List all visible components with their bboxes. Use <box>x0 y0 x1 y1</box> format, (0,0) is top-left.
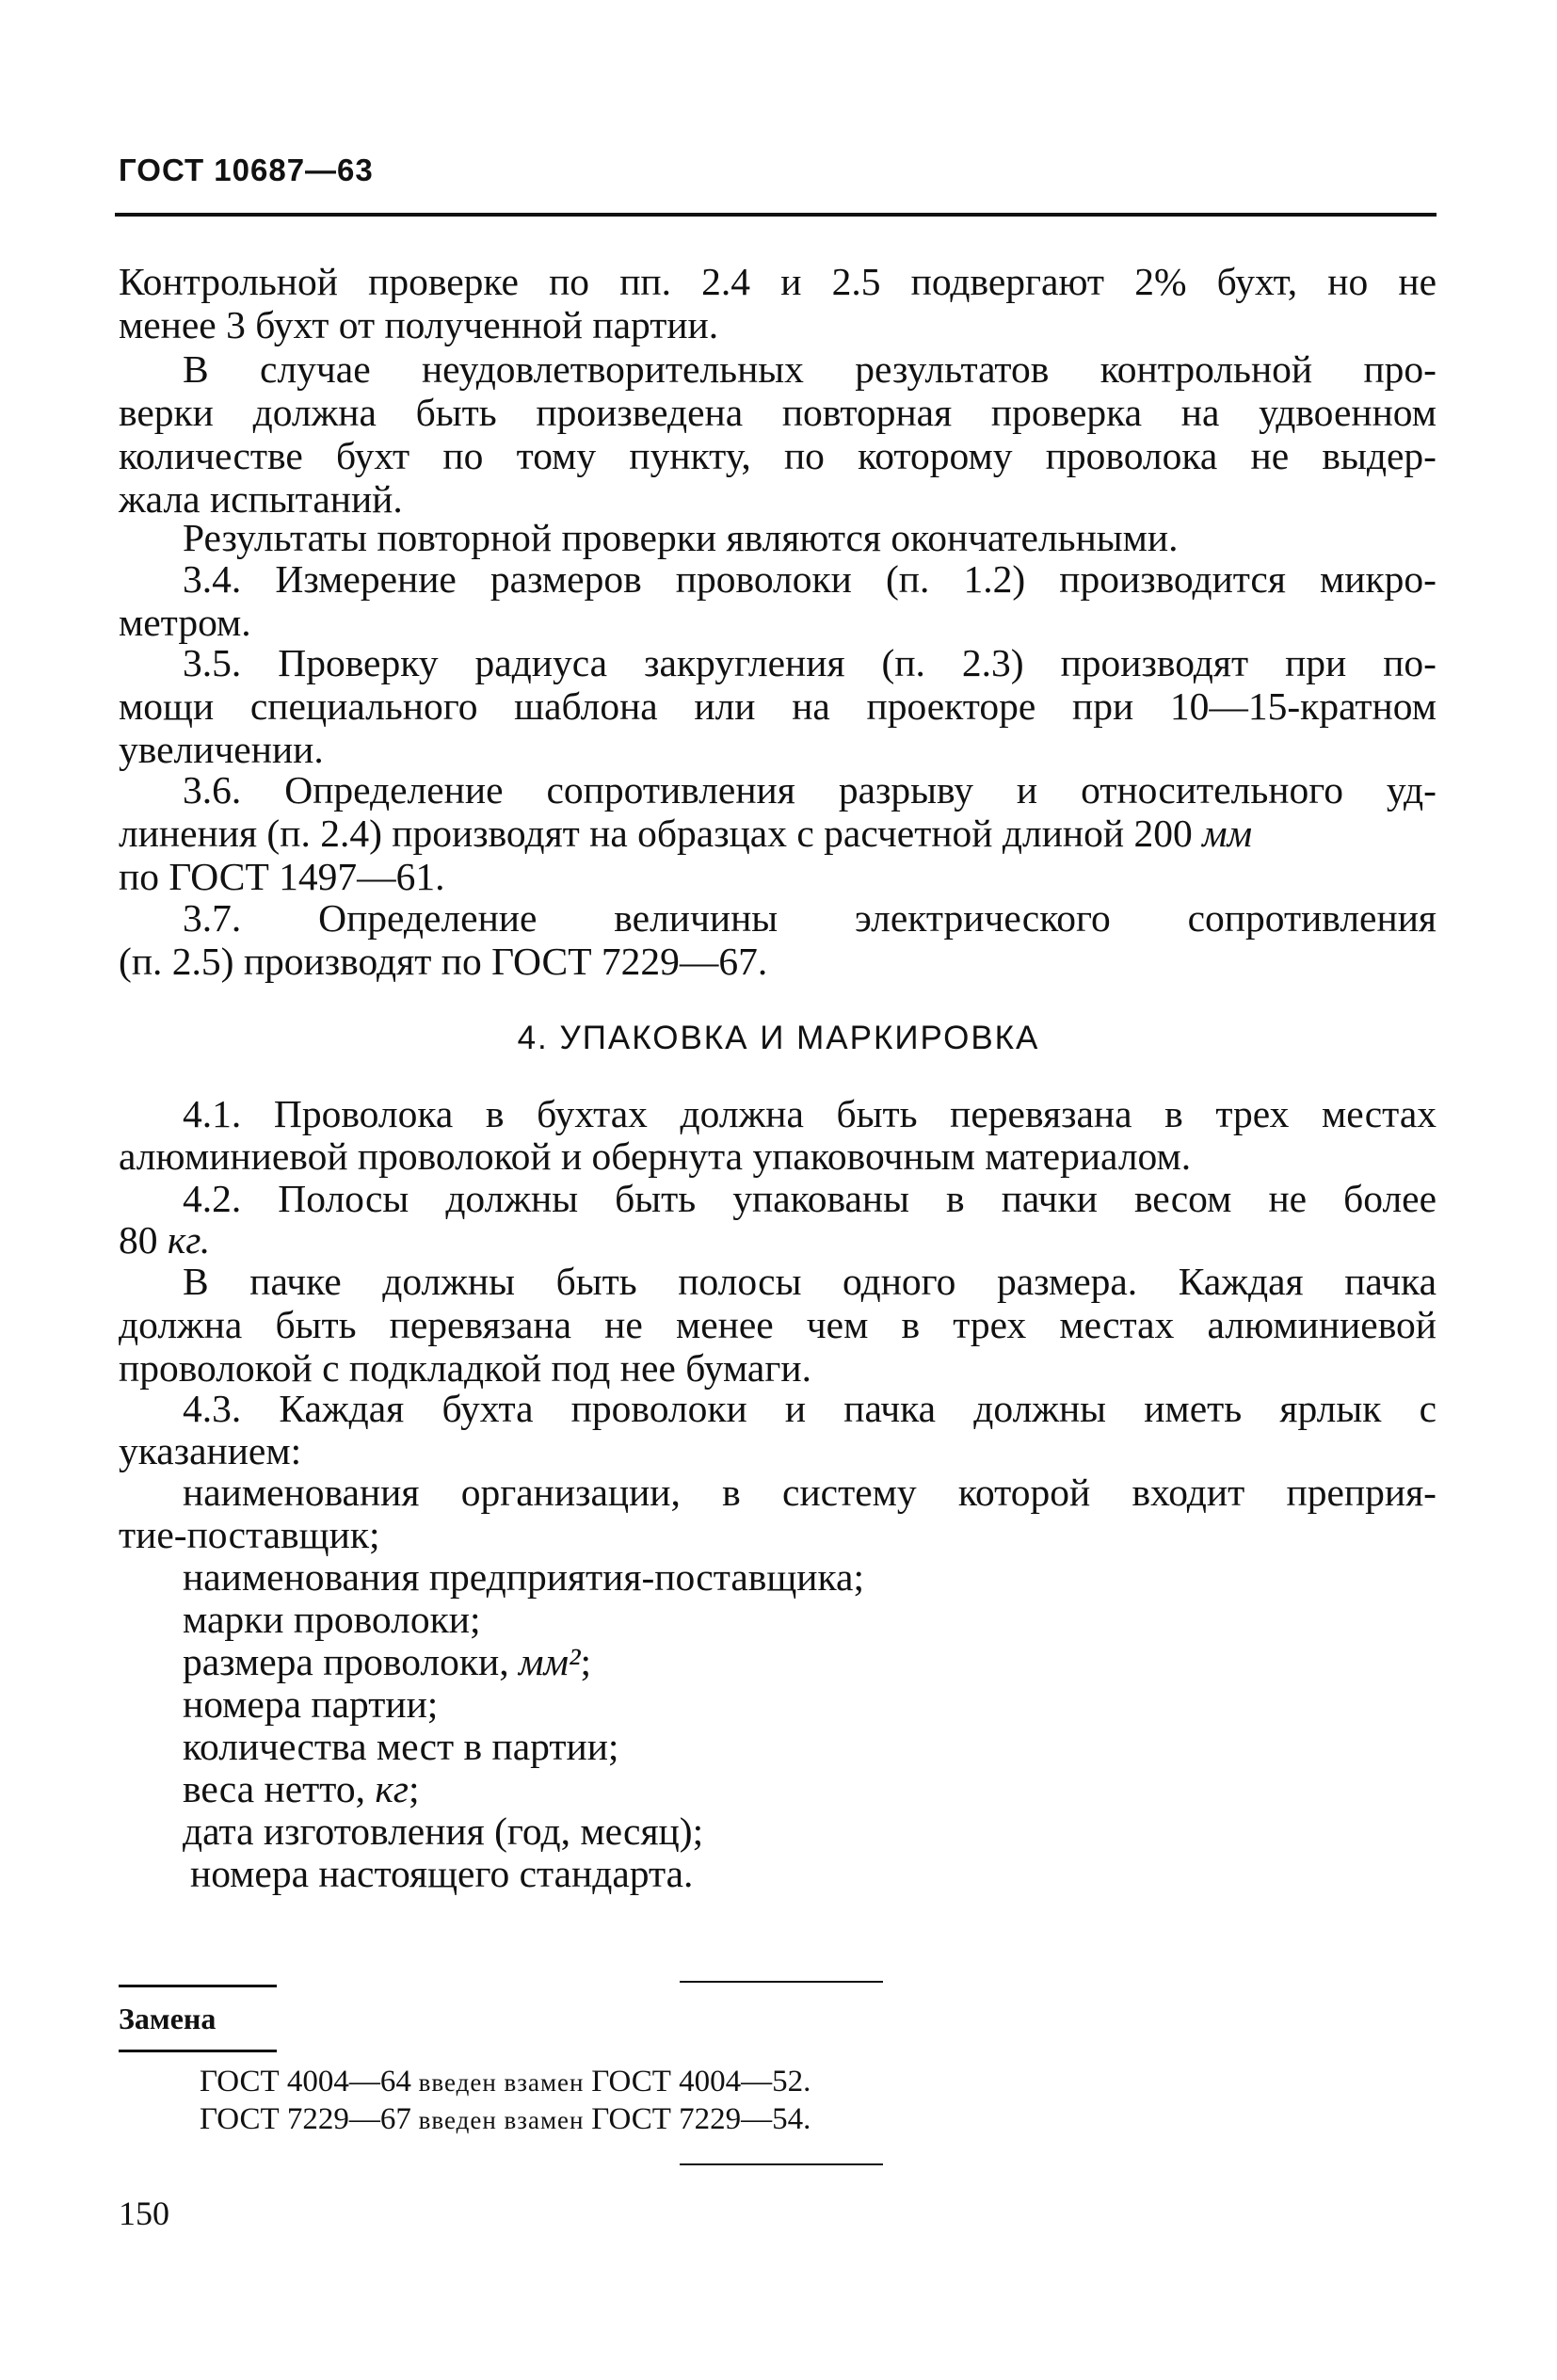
list-item: наименования организации, в систему которой входит преприя- <box>183 1471 1437 1514</box>
unit-kg: кг <box>375 1767 409 1810</box>
list-item: марки проволоки; <box>183 1598 481 1641</box>
text-line: Результаты повторной проверки являются окончательными. <box>183 516 1179 559</box>
text-line: верки должна быть произведена повторная проверка на удвоенном <box>119 391 1437 434</box>
text-line: увеличении. <box>119 728 324 771</box>
text-line: 3.6. Определение сопротивления разрыву и относительного уд- <box>183 768 1437 812</box>
text-line <box>119 812 1437 856</box>
footnote-rule <box>119 2050 277 2052</box>
unit-mm2: мм² <box>519 1640 581 1683</box>
text-line: указанием: <box>119 1429 302 1472</box>
text-line: по ГОСТ 1497—61. <box>119 855 445 898</box>
text-line: 3.7. Определение величины электрического сопротивления <box>183 896 1437 940</box>
list-item <box>183 1767 420 1811</box>
text-line: 3.5. Проверку радиуса закругления (п. 2.3) производят при по- <box>183 641 1437 684</box>
document-header: ГОСТ 10687—63 <box>119 153 374 187</box>
text-line: проволокой с подкладкой под нее бумаги. <box>119 1346 811 1390</box>
list-item: тие-поставщик; <box>119 1513 380 1556</box>
list-item: номера настоящего стандарта. <box>190 1852 694 1895</box>
separator-rule <box>680 2163 883 2165</box>
footnote-text: введен взамен <box>410 2068 592 2097</box>
footnote-text: ГОСТ 4004—64 <box>200 2065 411 2099</box>
text-line: мощи специального шаблона или на проекторе при 10—15-кратном <box>119 684 1437 728</box>
footnote-text: ГОСТ 4004—52. <box>591 2065 811 2099</box>
list-item: номера партии; <box>183 1682 439 1726</box>
text-fragment: ; <box>409 1767 420 1810</box>
text-line: алюминиевой проволокой и обернута упаковочным материалом. <box>119 1134 1192 1178</box>
page-number: 150 <box>119 2195 169 2232</box>
footnote-rule <box>119 1985 277 1987</box>
text-line <box>119 1218 210 1262</box>
unit-mm: мм <box>1202 812 1253 855</box>
section-heading: 4. УПАКОВКА И МАРКИРОВКА <box>517 1020 1040 1056</box>
text-fragment: 80 <box>119 1218 168 1262</box>
footnote-line <box>200 2065 811 2099</box>
text-line: жала испытаний. <box>119 477 403 521</box>
list-item: количества мест в партии; <box>183 1725 619 1768</box>
text-line: 4.1. Проволока в бухтах должна быть перевязана в трех местах <box>183 1092 1437 1135</box>
text-line: 4.3. Каждая бухта проволоки и пачка должны иметь ярлык с <box>183 1387 1437 1430</box>
text-line: Контрольной проверке по пп. 2.4 и 2.5 подвергают 2% бухт, но не <box>119 260 1437 303</box>
footnote-line <box>200 2102 811 2137</box>
footnote-label: Замена <box>119 2002 217 2035</box>
text-line: менее 3 бухт от полученной партии. <box>119 303 719 346</box>
text-line: 3.4. Измерение размеров проволоки (п. 1.2) производится микро- <box>183 557 1437 601</box>
list-item <box>183 1640 591 1684</box>
separator-rule <box>680 1981 883 1983</box>
text-line: количестве бухт по тому пункту, по которому проволока не выдер- <box>119 434 1437 477</box>
unit-kg: кг. <box>167 1218 211 1262</box>
text-fragment: линения (п. 2.4) производят на образцах с расчетной длиной 200 <box>119 812 1203 855</box>
text-line: В случае неудовлетворительных результатов контрольной про- <box>183 347 1437 391</box>
text-line: метром. <box>119 601 251 644</box>
list-item: дата изготовления (год, месяц); <box>183 1809 704 1853</box>
footnote-text: ГОСТ 7229—54. <box>591 2102 811 2136</box>
text-fragment: веса нетто, <box>183 1767 376 1810</box>
header-rule <box>115 213 1437 217</box>
text-fragment: размера проволоки, <box>183 1640 520 1683</box>
text-line: должна быть перевязана не менее чем в трех местах алюминиевой <box>119 1303 1437 1346</box>
text-line: 4.2. Полосы должны быть упакованы в пачки весом не более <box>183 1177 1437 1220</box>
list-item: наименования предприятия-поставщика; <box>183 1555 865 1599</box>
text-line: В пачке должны быть полосы одного размера. Каждая пачка <box>183 1260 1437 1303</box>
footnote-text: введен взамен <box>410 2106 592 2134</box>
text-fragment: ; <box>580 1640 591 1683</box>
footnote-text: ГОСТ 7229—67 <box>200 2102 411 2136</box>
text-line: (п. 2.5) производят по ГОСТ 7229—67. <box>119 940 768 983</box>
